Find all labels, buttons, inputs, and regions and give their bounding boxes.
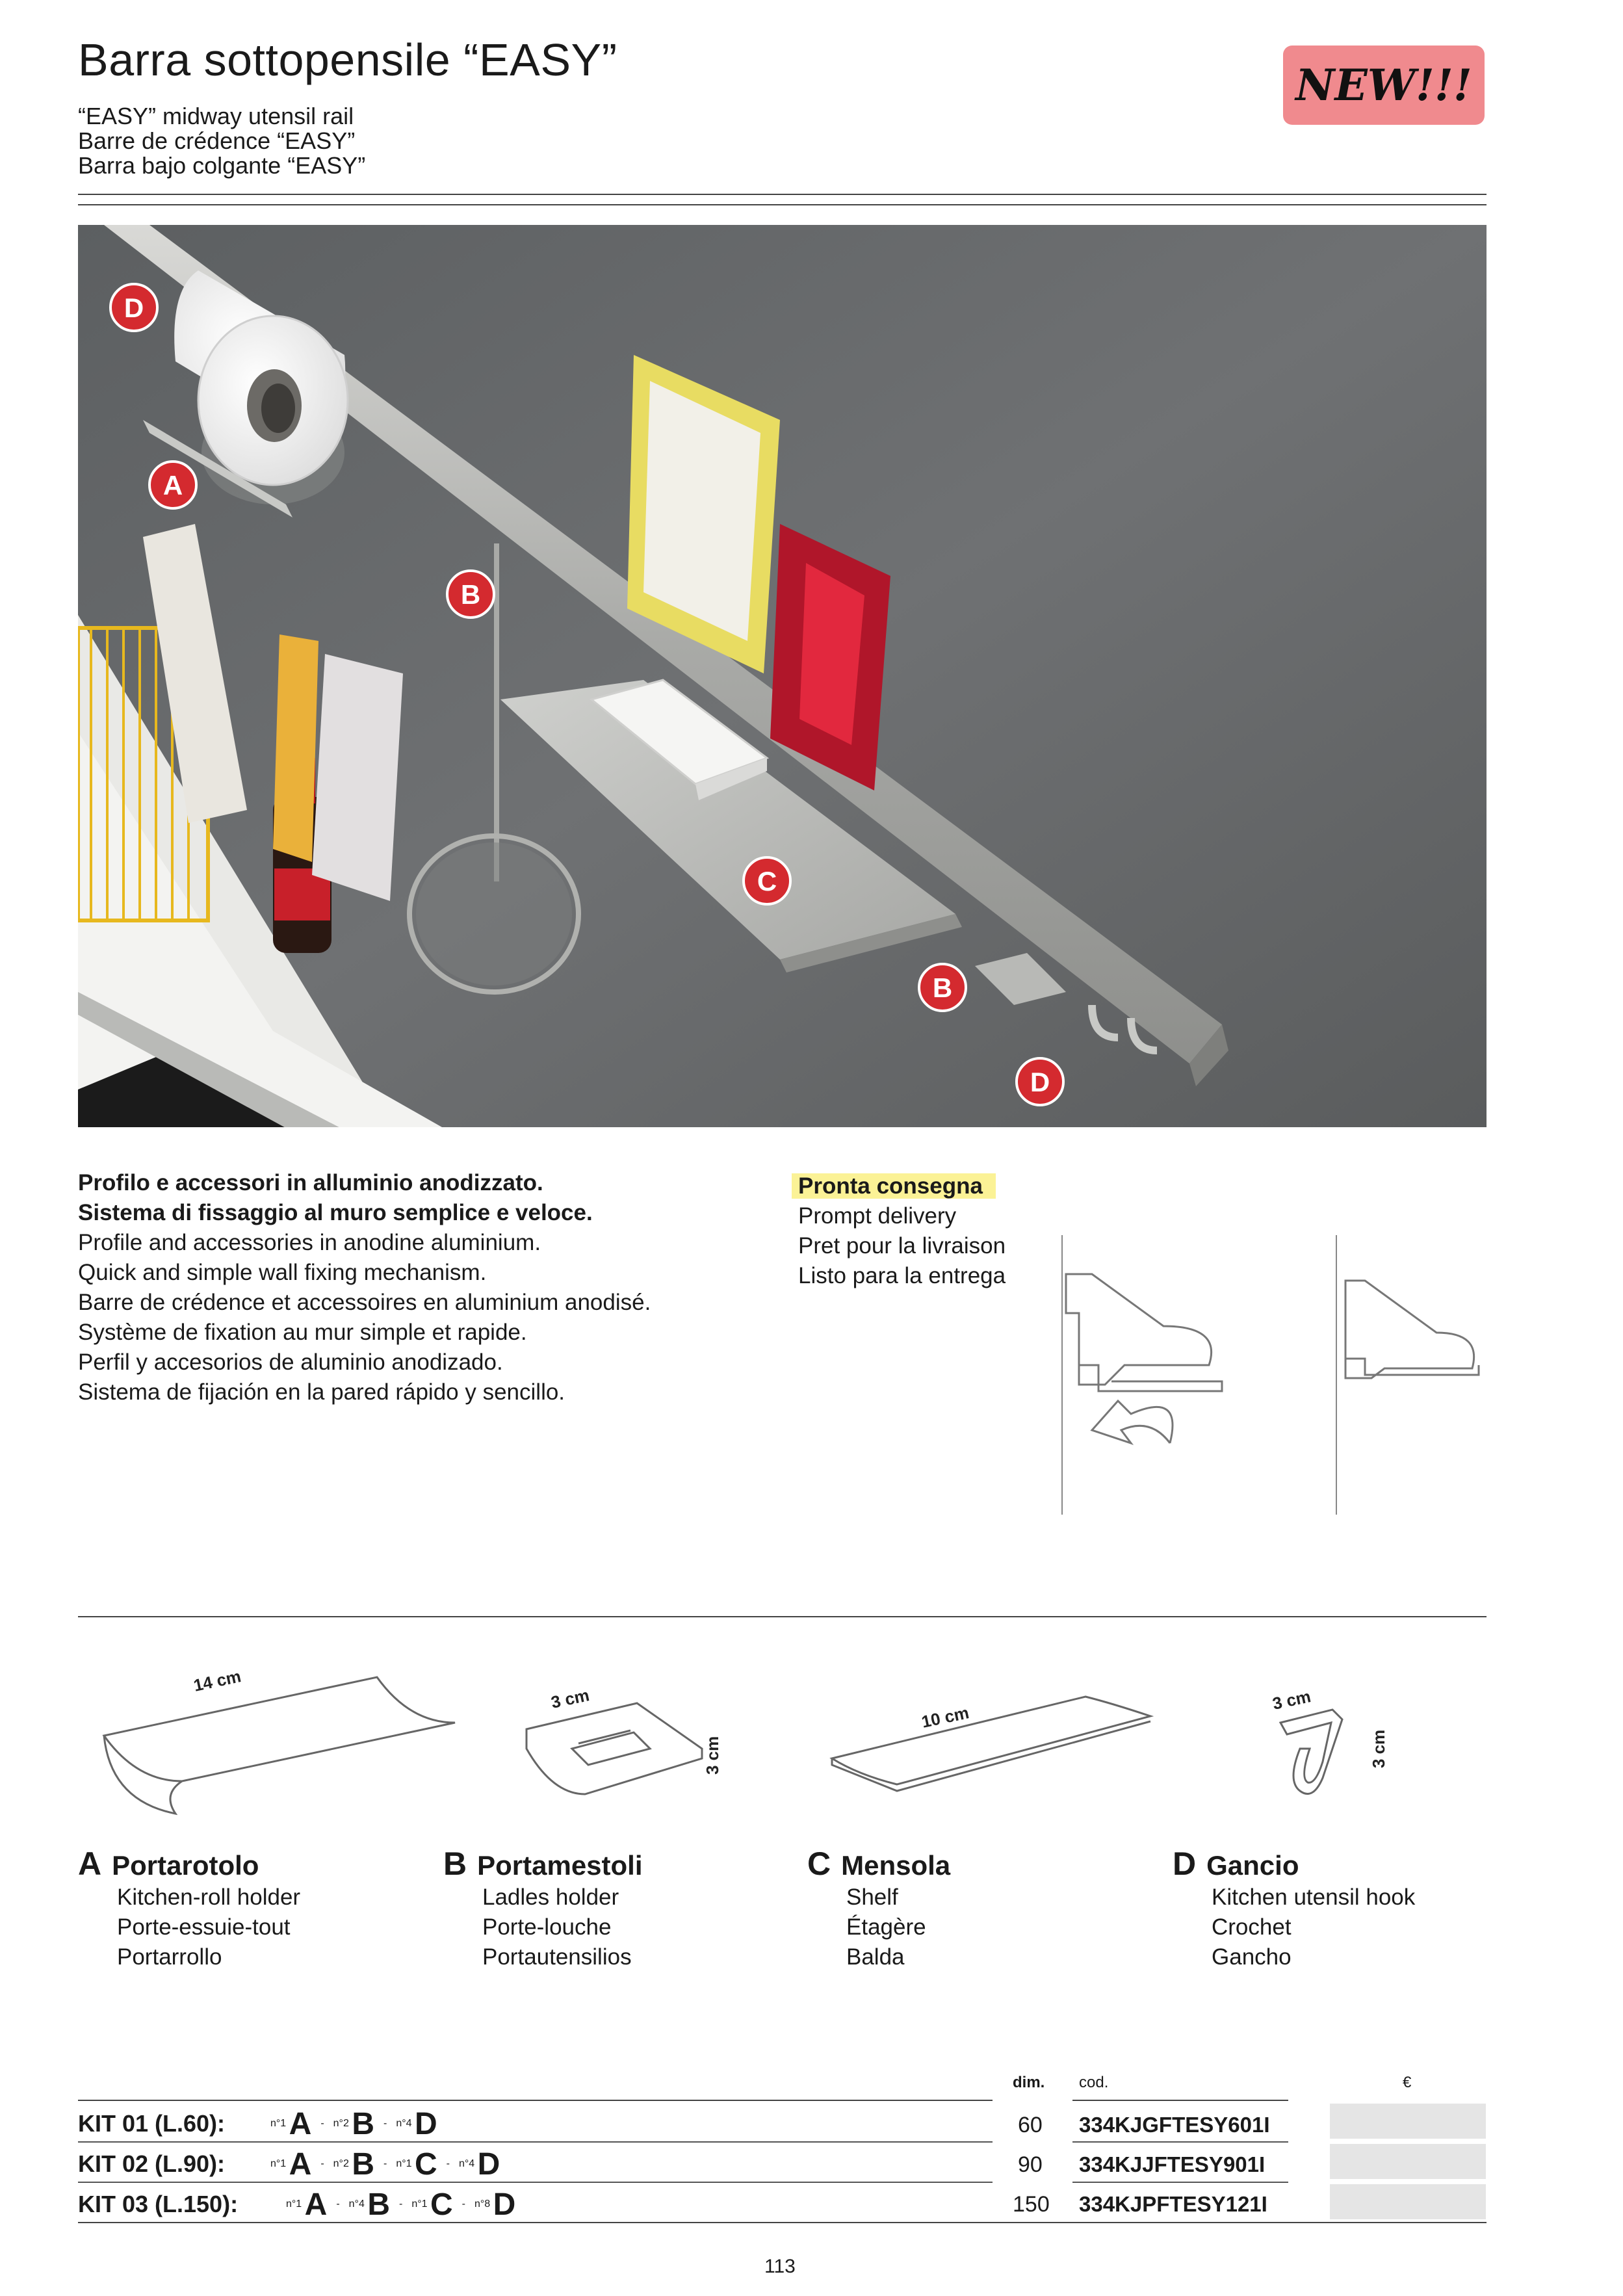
availability-line: Listo para la entrega	[798, 1263, 1006, 1288]
accessory-a-drawing	[91, 1664, 481, 1833]
kit-part-qty: n°1	[286, 2198, 302, 2210]
table-rule	[1072, 2182, 1288, 2183]
table-header-price: €	[1403, 2074, 1412, 2091]
kit-code: 334KJJFTESY901I	[1079, 2152, 1266, 2176]
photo-label-a	[149, 462, 196, 508]
product-photo	[78, 225, 1487, 1127]
dim-d-width: 3 cm	[1271, 1686, 1313, 1714]
kit-part-letter: B	[352, 2106, 374, 2141]
accessory-a-line: Portarrollo	[117, 1944, 222, 1970]
accessory-a	[78, 1845, 416, 1972]
accessory-c-name: Mensola	[841, 1850, 951, 1881]
accessory-b-line: Ladles holder	[482, 1885, 619, 1910]
kit-part-qty: n°4	[348, 2198, 365, 2210]
profile-diagram-fixed	[1326, 1235, 1495, 1521]
new-badge: NEW!!!	[1283, 46, 1485, 125]
accessory-a-line: Kitchen-roll holder	[117, 1885, 301, 1910]
kit-part-letter: C	[430, 2187, 453, 2222]
description-line: Perfil y accesorios de aluminio anodizado.	[78, 1350, 503, 1375]
accessory-b-name: Portamestoli	[477, 1850, 643, 1881]
accessory-a-name: Portarotolo	[112, 1850, 259, 1881]
table-row: KIT 03 (L.150): n°1 A - n°4 B - n°1 C - n°8 D	[78, 2187, 516, 2222]
description-bold-1: Profilo e accessori in alluminio anodizzato.	[78, 1170, 543, 1195]
header-rule-top	[78, 194, 1487, 195]
kit-dim: 60	[1018, 2113, 1043, 2137]
kit-part-letter: C	[414, 2146, 437, 2182]
table-row: KIT 02 (L.90): n°1 A - n°2 B - n°1 C - n°4 D	[78, 2146, 500, 2182]
availability	[792, 1171, 1006, 1291]
kit-part-qty: n°1	[396, 2158, 412, 2169]
kit-label: KIT 03 (L.150):	[78, 2191, 239, 2217]
photo-label-b-top	[447, 571, 494, 618]
kit-part-letter: B	[367, 2187, 390, 2222]
dim-c: 10 cm	[920, 1702, 971, 1732]
table-rule	[1072, 2141, 1288, 2143]
table-rule-bottom	[78, 2222, 1487, 2223]
photo-label-b-top-text: B	[460, 579, 481, 610]
accessory-d-letter: D	[1173, 1846, 1197, 1882]
accessory-b	[443, 1845, 781, 1972]
availability-line: Prompt delivery	[798, 1203, 957, 1229]
photo-label-d-bottom	[1017, 1058, 1063, 1105]
photo-label-b-bottom-text: B	[932, 972, 953, 1003]
table-rule	[1072, 2100, 1288, 2101]
section-rule	[78, 1616, 1487, 1617]
photo-label-b-bottom	[919, 964, 966, 1011]
kit-part-qty: n°1	[411, 2198, 428, 2210]
kit-part-qty: n°1	[270, 2118, 287, 2129]
dim-b-width: 3 cm	[549, 1685, 591, 1712]
table-header-cod: cod.	[1079, 2074, 1109, 2091]
kit-part-qty: n°2	[333, 2158, 349, 2169]
accessory-a-letter: A	[78, 1846, 102, 1882]
accessory-b-line: Portautensilios	[482, 1944, 632, 1970]
description-line: Sistema de fijación en la pared rápido y sencillo.	[78, 1379, 565, 1405]
accessory-d-line: Crochet	[1212, 1914, 1292, 1940]
kit-price-cell	[1330, 2144, 1486, 2179]
accessory-c-letter: C	[807, 1846, 831, 1882]
photo-label-d-bottom-text: D	[1030, 1067, 1050, 1097]
kit-part-qty: n°2	[333, 2118, 349, 2129]
availability-highlight: Pronta consegna	[792, 1173, 996, 1199]
accessory-d-drawing	[1261, 1671, 1430, 1820]
kit-label: KIT 02 (L.90):	[78, 2150, 226, 2177]
photo-label-a-text: A	[162, 470, 183, 501]
kit-part-qty: n°4	[396, 2118, 412, 2129]
kit-dim: 150	[1013, 2192, 1050, 2217]
description-line: Profile and accessories in anodine aluminium.	[78, 1230, 541, 1255]
table-row: KIT 01 (L.60): n°1 A - n°2 B - n°4 D	[78, 2106, 437, 2141]
table-rule	[78, 2141, 993, 2143]
table-header-dim: dim.	[1013, 2074, 1045, 2091]
dim-a: 14 cm	[192, 1666, 243, 1695]
kit-part-qty: n°8	[474, 2198, 491, 2210]
photo-label-c	[744, 857, 790, 904]
availability-line: Pret pour la livraison	[798, 1233, 1006, 1259]
kit-dim: 90	[1018, 2152, 1043, 2177]
photo-label-d-top	[110, 284, 157, 331]
subtitle-es: Barra bajo colgante “EASY”	[78, 152, 366, 179]
kit-label: KIT 01 (L.60):	[78, 2110, 226, 2137]
kit-code: 334KJGFTESY601I	[1079, 2113, 1270, 2137]
accessory-c-line: Balda	[846, 1944, 905, 1970]
table-rule	[78, 2182, 993, 2183]
accessory-b-line: Porte-louche	[482, 1914, 612, 1940]
kit-part-letter: A	[289, 2146, 312, 2182]
description-line: Barre de crédence et accessoires en aluminium anodisé.	[78, 1290, 651, 1315]
accessory-a-line: Porte-essuie-tout	[117, 1914, 291, 1940]
accessory-d-name: Gancio	[1206, 1850, 1299, 1881]
page-title: Barra sottopensile “EASY”	[78, 34, 617, 85]
kit-code: 334KJPFTESY121I	[1079, 2192, 1267, 2216]
accessory-b-drawing	[513, 1671, 734, 1820]
kit-part-letter: D	[414, 2106, 437, 2141]
dim-b-height: 3 cm	[703, 1736, 722, 1775]
product-photo-illustration	[78, 225, 1487, 1127]
kit-price-cell	[1330, 2104, 1486, 2139]
accessory-c-line: Étagère	[846, 1914, 926, 1940]
accessory-b-letter: B	[443, 1846, 467, 1882]
header-rule-bottom	[78, 204, 1487, 205]
kit-part-letter: A	[304, 2187, 328, 2222]
kit-part-letter: A	[289, 2106, 312, 2141]
kit-part-letter: D	[493, 2187, 516, 2222]
subtitle-en: “EASY” midway utensil rail	[78, 103, 354, 129]
kit-price-cell	[1330, 2184, 1486, 2219]
table-rule	[78, 2100, 993, 2101]
kit-part-qty: n°4	[458, 2158, 475, 2169]
description-bold-2: Sistema di fissaggio al muro semplice e veloce.	[78, 1200, 593, 1225]
kit-part-letter: D	[477, 2146, 500, 2182]
accessory-c-line: Shelf	[846, 1885, 898, 1910]
description-line: Quick and simple wall fixing mechanism.	[78, 1260, 487, 1285]
accessory-d-line: Gancho	[1212, 1944, 1292, 1970]
accessory-d	[1173, 1845, 1485, 1972]
description	[78, 1168, 760, 1407]
accessory-c	[807, 1845, 1145, 1972]
accessory-c-drawing	[825, 1677, 1157, 1807]
photo-label-d-top-text: D	[123, 293, 144, 323]
subtitle-fr: Barre de crédence “EASY”	[78, 127, 356, 154]
description-line: Système de fixation au mur simple et rapide.	[78, 1320, 527, 1345]
kit-part-letter: B	[352, 2146, 374, 2182]
page-number: 113	[764, 2256, 796, 2277]
dim-d-height: 3 cm	[1369, 1729, 1388, 1768]
kit-part-qty: n°1	[270, 2158, 287, 2169]
profile-diagram-mounting	[1053, 1235, 1248, 1521]
photo-label-c-text: C	[757, 866, 777, 896]
accessory-d-line: Kitchen utensil hook	[1212, 1885, 1416, 1910]
